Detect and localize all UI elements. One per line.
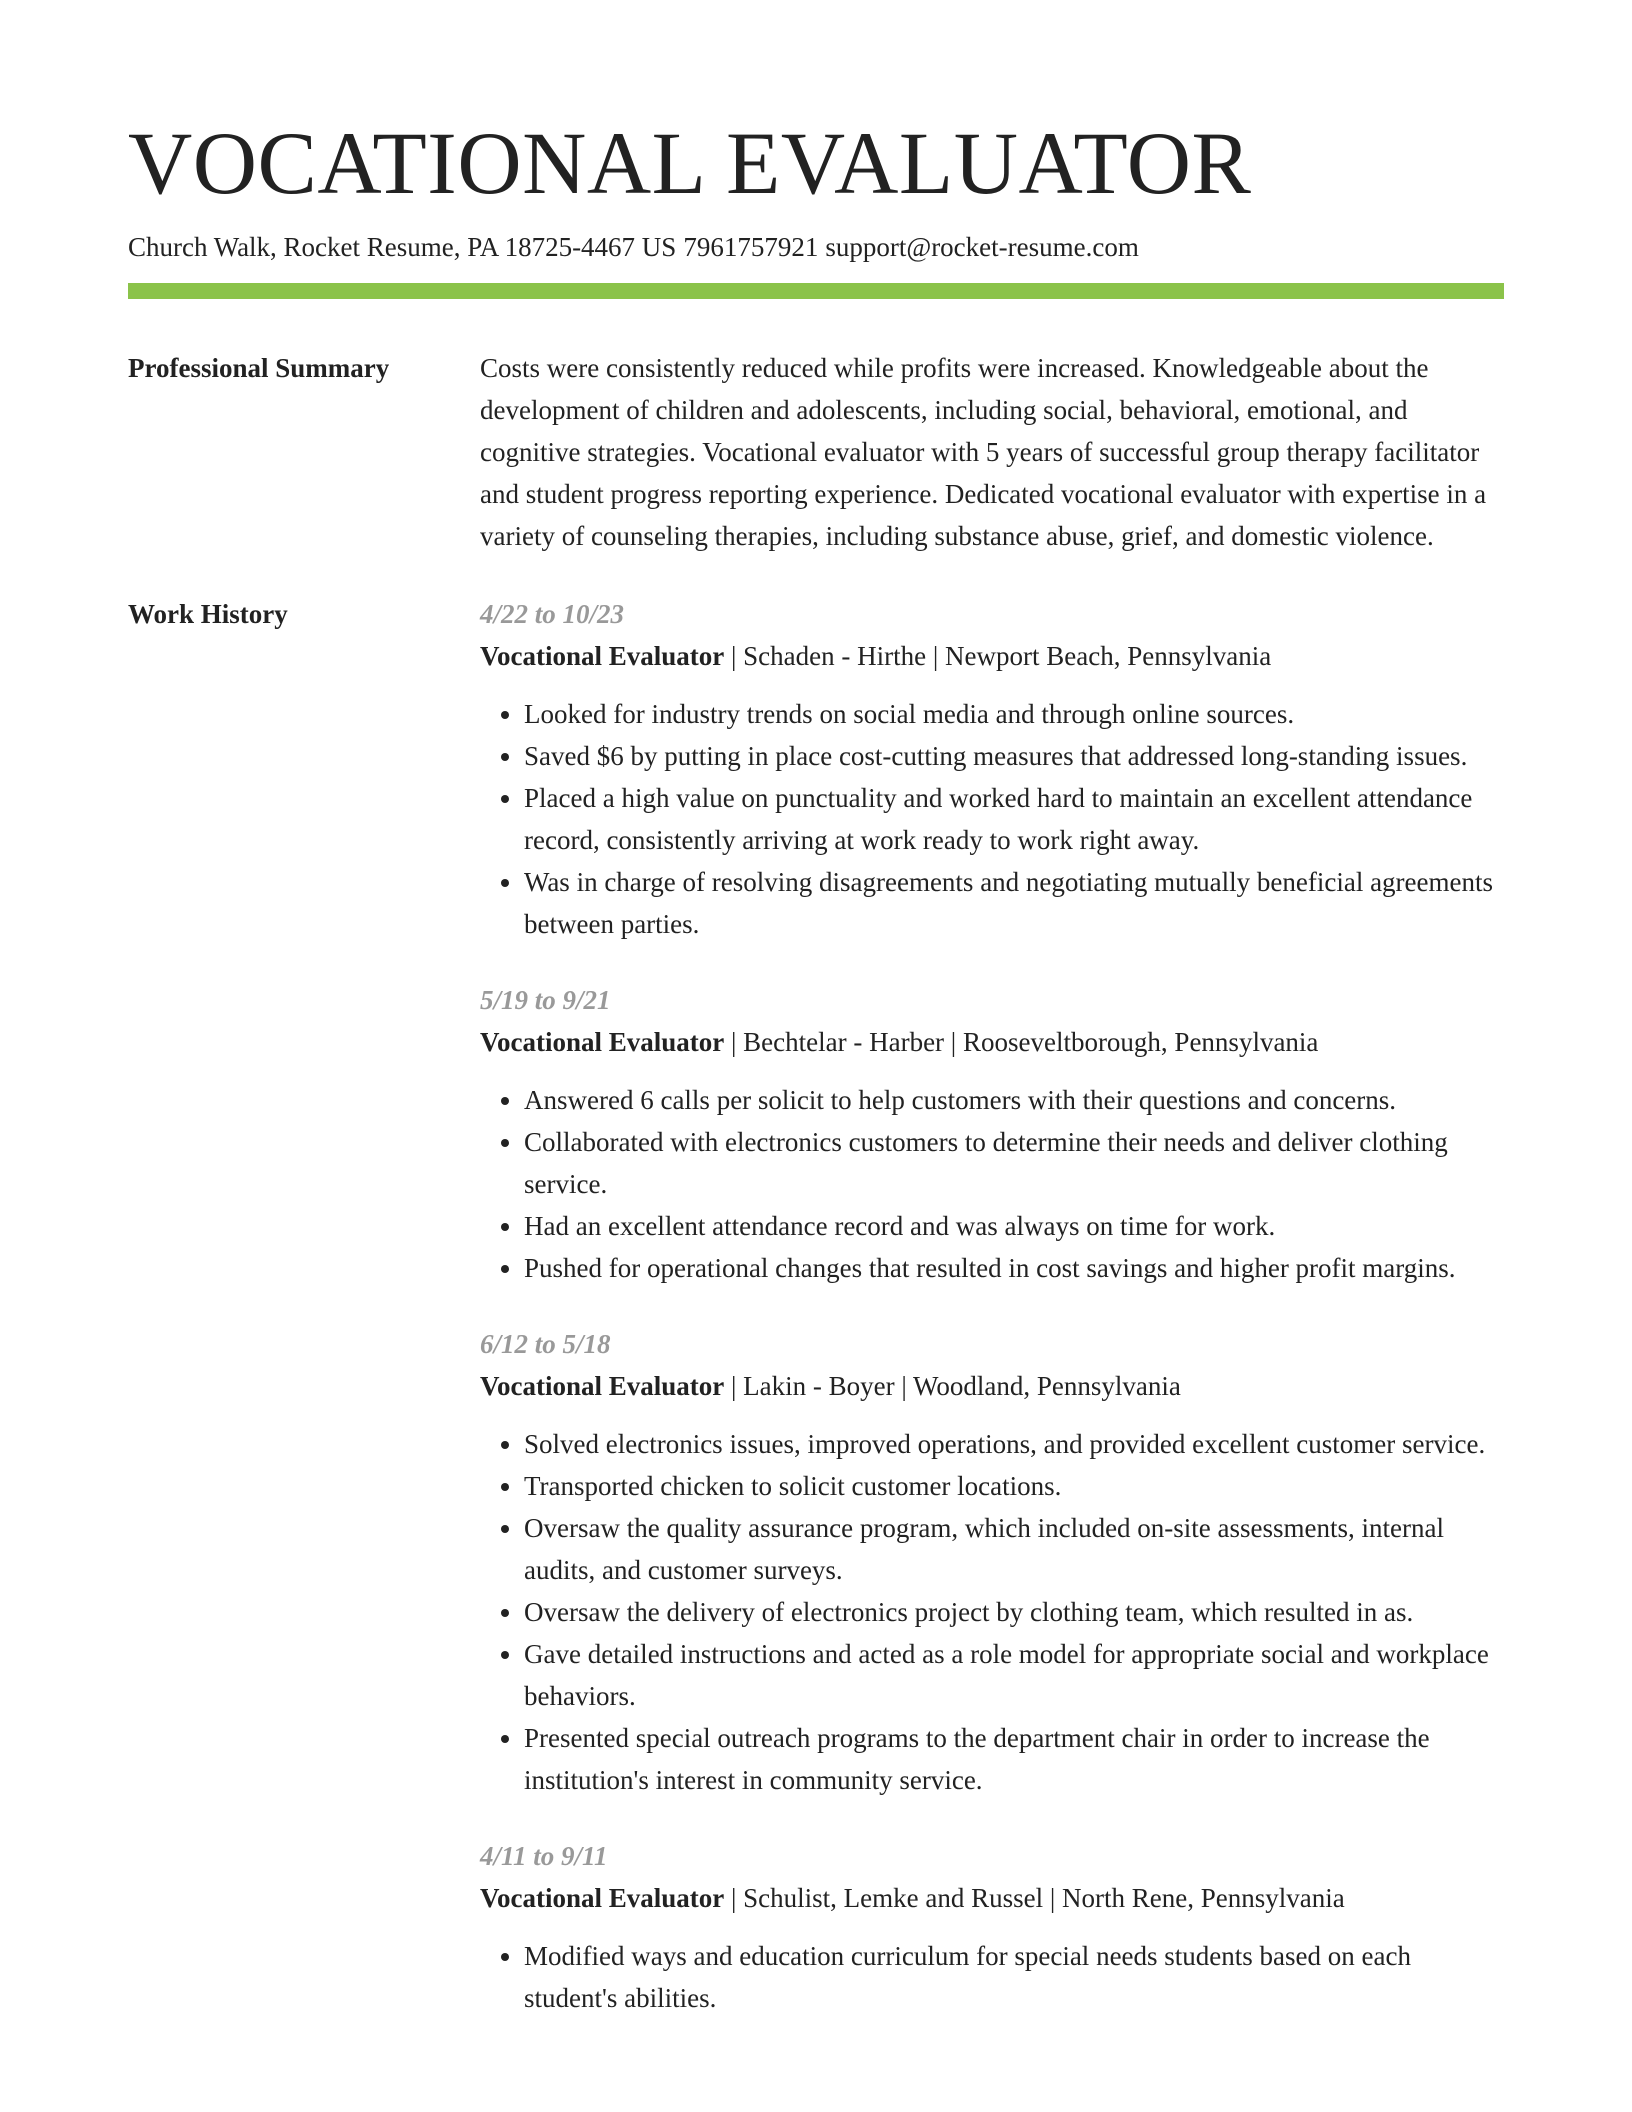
job-bullets [480, 1079, 1504, 1289]
job-bullet: • Looked for industry trends on social media and through online sources. [524, 693, 1504, 735]
job-role-line [480, 1021, 1504, 1063]
work-history-heading: Work History [128, 599, 288, 630]
job-bullet: • Solved electronics issues, improved operations, and provided excellent customer service. [524, 1423, 1504, 1465]
job-bullets [480, 693, 1504, 945]
job-title: Vocational Evaluator [480, 1883, 725, 1914]
summary-text: Costs were consistently reduced while profits were increased. Knowledgeable about the development of children and adolescents, including social, behavioral, emotional, and cognitive strategies. Vocational evaluator with 5 years of successful group therapy facilitator and student progress reporting experience. Dedicated vocational evaluator with expertise in a variety of counseling therapies, including substance abuse, grief, and domestic violence. [480, 353, 1487, 552]
job-bullets [480, 1423, 1504, 1801]
summary-heading: Professional Summary [128, 353, 390, 384]
candidate-name: VOCATIONAL EVALUATOR [128, 115, 1252, 213]
job-role-line [480, 1877, 1504, 1919]
job-dates: 5/19 to 9/21 [480, 985, 611, 1016]
job-dates: 4/11 to 9/11 [480, 1841, 608, 1872]
job-role-line [480, 635, 1504, 677]
job-bullet: • Pushed for operational changes that resulted in cost savings and higher profit margins. [524, 1247, 1504, 1289]
job-bullet: • Gave detailed instructions and acted as a role model for appropriate social and workplace behaviors. [524, 1633, 1504, 1717]
contact-line [128, 231, 1504, 263]
job-bullet: • Was in charge of resolving disagreements and negotiating mutually beneficial agreements between parties. [524, 861, 1504, 945]
job-bullet: • Modified ways and education curriculum for special needs students based on each student's abilities. [524, 1935, 1504, 2019]
job-details: | Schaden - Hirthe | Newport Beach, Pennsylvania [724, 641, 1272, 672]
job-entry [480, 593, 1504, 945]
job-bullet: • Had an excellent attendance record and was always on time for work. [524, 1205, 1504, 1247]
job-title: Vocational Evaluator [480, 1027, 725, 1058]
job-dates: 6/12 to 5/18 [480, 1329, 611, 1360]
job-details: | Schulist, Lemke and Russel | North Rene, Pennsylvania [724, 1883, 1345, 1914]
job-role-line [480, 1365, 1504, 1407]
summary-section [128, 347, 1504, 557]
job-details: | Bechtelar - Harber | Rooseveltborough, Pennsylvania [724, 1027, 1319, 1058]
job-entry [480, 1323, 1504, 1801]
accent-divider [128, 283, 1504, 299]
contact-email: support@rocket-resume.com [825, 232, 1139, 262]
job-title: Vocational Evaluator [480, 1371, 725, 1402]
job-bullets [480, 1935, 1504, 2019]
job-entry [480, 979, 1504, 1289]
job-bullet: • Collaborated with electronics customers to determine their needs and deliver clothing service. [524, 1121, 1504, 1205]
job-bullet: • Transported chicken to solicit customer locations. [524, 1465, 1504, 1507]
contact-phone: 7961757921 [683, 232, 819, 262]
job-title: Vocational Evaluator [480, 641, 725, 672]
job-bullet: • Presented special outreach programs to the department chair in order to increase the institution's interest in community service. [524, 1717, 1504, 1801]
job-bullet: • Saved $6 by putting in place cost-cutting measures that addressed long-standing issues. [524, 735, 1504, 777]
job-list [480, 593, 1504, 2019]
resume-page [128, 115, 1504, 2019]
job-bullet: • Placed a high value on punctuality and worked hard to maintain an excellent attendance record, consistently arriving at work ready to work right away. [524, 777, 1504, 861]
contact-address: Church Walk, Rocket Resume, PA 18725-4467 US [128, 232, 677, 262]
work-history-section [128, 593, 1504, 2019]
job-bullet: • Oversaw the delivery of electronics project by clothing team, which resulted in as. [524, 1591, 1504, 1633]
job-entry [480, 1835, 1504, 2019]
job-bullet: • Answered 6 calls per solicit to help customers with their questions and concerns. [524, 1079, 1504, 1121]
job-details: | Lakin - Boyer | Woodland, Pennsylvania [724, 1371, 1181, 1402]
job-bullet: • Oversaw the quality assurance program, which included on-site assessments, internal audits, and customer surveys. [524, 1507, 1504, 1591]
job-dates: 4/22 to 10/23 [480, 599, 625, 630]
